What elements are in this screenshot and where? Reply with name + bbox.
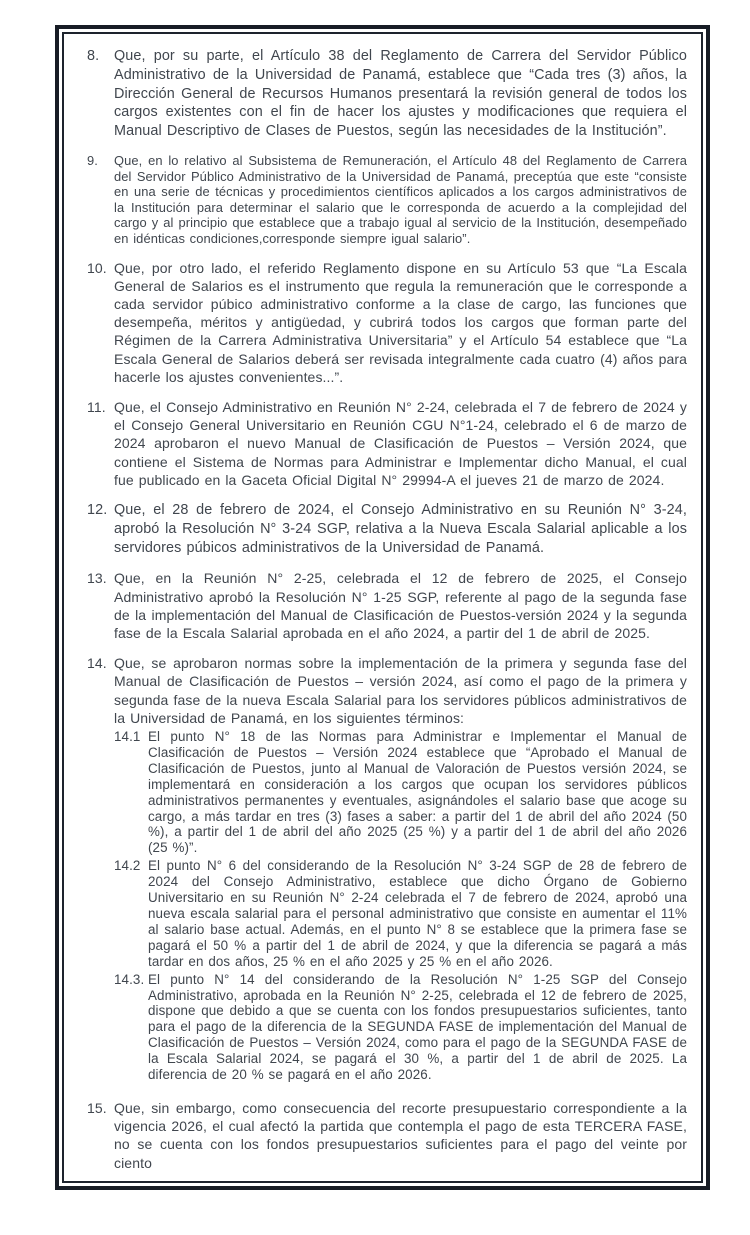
list-item-10	[87, 259, 687, 386]
list-item-14	[87, 654, 687, 1083]
list-item-8	[87, 47, 687, 141]
subitem-number: 14.3.	[114, 971, 145, 987]
item-text: Que, el Consejo Administrativo en Reunión N° 2-24, celebrada el 7 de febrero de 2024 y el Consejo General Universitario en Reunión CGU N°1-24, celebrado el 6 de marzo de 2024 aprobaron el nuevo Manual de Clasificación de Puestos – Versión 2024, que contiene el Sistema de Normas para Administrar e Implementar dicho Manual, el cual fue publicado en la Gaceta Oficial Digital N° 29994-A el jueves 21 de marzo de 2024.	[114, 398, 687, 488]
item-text: Que, por su parte, el Artículo 38 del Reglamento de Carrera del Servidor Público Administrativo de la Universidad de Panamá, establece que “Cada tres (3) años, la Dirección General de Recursos Humanos presentará la revisión general de todos los cargos existentes con el fin de hacer los ajustes y modificaciones que requiera el Manual Descriptivo de Clases de Puestos, según las necesidades de la Institución”.	[114, 48, 687, 140]
item-number: 12.	[87, 501, 108, 518]
subitem-text: El punto N° 18 de las Normas para Administrar e Implementar el Manual de Clasificación de Puestos – Versión 2024 establece que “Aprobado el Manual de Clasificación de Puestos, junto al Manual de Valoración de Puestos versión 2024, se implementará en consideración a los cargos que ocupan los servidores públicos administrativos permanentes y eventuales, asignándoles el salario base que acoge su cargo, a más tardar en tres (3) fases a saber: a partir del 1 de abril del año 2024 (50 %), a partir del 1 de abril del año 2025 (25 %) y a partir del 1 de abril del año 2026 (25 %)”.	[148, 729, 687, 856]
list-item-11	[87, 398, 687, 489]
item-text: Que, sin embargo, como consecuencia del recorte presupuestario correspondiente a la vigencia 2026, el cual afectó la partida que contempla el pago de esta TERCERA FASE, no se cuenta con los fondos presupuestarios suficientes para el pago del veinte por ciento	[114, 1099, 687, 1171]
item-number: 15.	[87, 1099, 107, 1116]
document-border-frame	[55, 25, 710, 1190]
item-number: 13.	[87, 570, 107, 587]
subitem-number: 14.1	[114, 729, 141, 744]
list-item-12	[87, 501, 687, 557]
item-text: Que, en lo relativo al Subsistema de Remuneración, el Artículo 48 del Reglamento de Carrera del Servidor Público Administrativo de la Universidad de Panamá, preceptúa que este “consiste en una serie de técnicas y procedimientos científicos aplicados a los cargos administrativos de la Institución para determinar el salario que le corresponda de acuerdo a la complejidad del cargo y al principio que establece que a trabajo igual al servicio de la Institución, desempeñado en idénticas condiciones,corresponde siempre igual salario”.	[114, 152, 687, 246]
item-number: 9.	[87, 152, 98, 168]
list-subitem-14-3	[114, 972, 687, 1083]
item-number: 11.	[87, 398, 106, 415]
subitem-text: El punto N° 14 del considerando de la Resolución N° 1-25 SGP del Consejo Administrativo, aprobada en la Reunión N° 2-25, celebrada el 12 de febrero de 2025, dispone que debido a que se cuenta con los fondos presupuestarios suficientes, tanto para el pago de la diferencia de la SEGUNDA FASE de implementación del Manual de Clasificación de Puestos – Versión 2024, como para el pago de la SEGUNDA FASE de la Escala Salarial 2024, se pagará el 30 %, a partir del 1 de abril de 2025. La diferencia de 20 % se pagará en el año 2026.	[148, 971, 687, 1083]
list-item-15	[87, 1099, 687, 1172]
subitem-number: 14.2	[114, 858, 141, 874]
list-subitem-14-2	[114, 858, 687, 969]
item-text: Que, por otro lado, el referido Reglamento dispone en su Artículo 53 que “La Escala General de Salarios es el instrumento que regula la remuneración que le corresponde a cada servidor púbico administrativo conforme a la clase de cargo, las funciones que desempeña, méritos y antigüedad, y cubrirá todos los cargos que forman parte del Régimen de la Carrera Administrativa Universitaria” y el Artículo 54 establece que “La Escala General de Salarios deberá ser revisada integralmente cada cuatro (4) años para hacerle los ajustes convenientes...”.	[114, 259, 687, 385]
subitem-text: El punto N° 6 del considerando de la Resolución N° 3-24 SGP de 28 de febrero de 2024 del Consejo Administrativo, establece que dicho Órgano de Gobierno Universitario en su Reunión N° 2-24 celebrada el 7 de febrero de 2024, aprobó una nueva escala salarial para el personal administrativo que consiste en aumentar el 11% al salario base actual. Además, en el punto N° 8 se establece que la primera fase se pagará el 50 % a partir del 1 de abril de 2024, y que la diferencia se pagará a más tardar en dos años, 25 % en el año 2025 y 25 % en el año 2026.	[148, 858, 687, 969]
item-number: 14.	[87, 655, 107, 672]
item-text: Que, se aprobaron normas sobre la implementación de la primera y segunda fase del Manual de Clasificación de Puestos – versión 2024, así como el pago de la primera y segunda fase de la nueva Escala Salarial para los servidores públicos administrativos de la Universidad de Panamá, en los siguientes términos:	[114, 655, 687, 726]
item-number: 8.	[87, 48, 100, 64]
item-text: Que, el 28 de febrero de 2024, el Consejo Administrativo en su Reunión N° 3-24, aprobó la Resolución N° 3-24 SGP, relativa a la Nueva Escala Salarial aplicable a los servidores púbicos administrativos de la Universidad de Panamá.	[114, 501, 687, 556]
list-item-13	[87, 569, 687, 642]
document-page	[62, 32, 703, 1183]
list-subitem-14-1	[114, 729, 687, 856]
item-number: 10.	[87, 259, 107, 276]
item-text: Que, en la Reunión N° 2-25, celebrada el 12 de febrero de 2025, el Consejo Administrativo aprobó la Resolución N° 1-25 SGP, referente al pago de la segunda fase de la implementación del Manual de Clasificación de Puestos-versión 2024 y la segunda fase de la Escala Salarial aprobada en el año 2024, a partir del 1 de abril de 2025.	[114, 570, 687, 641]
list-item-9	[87, 153, 687, 247]
